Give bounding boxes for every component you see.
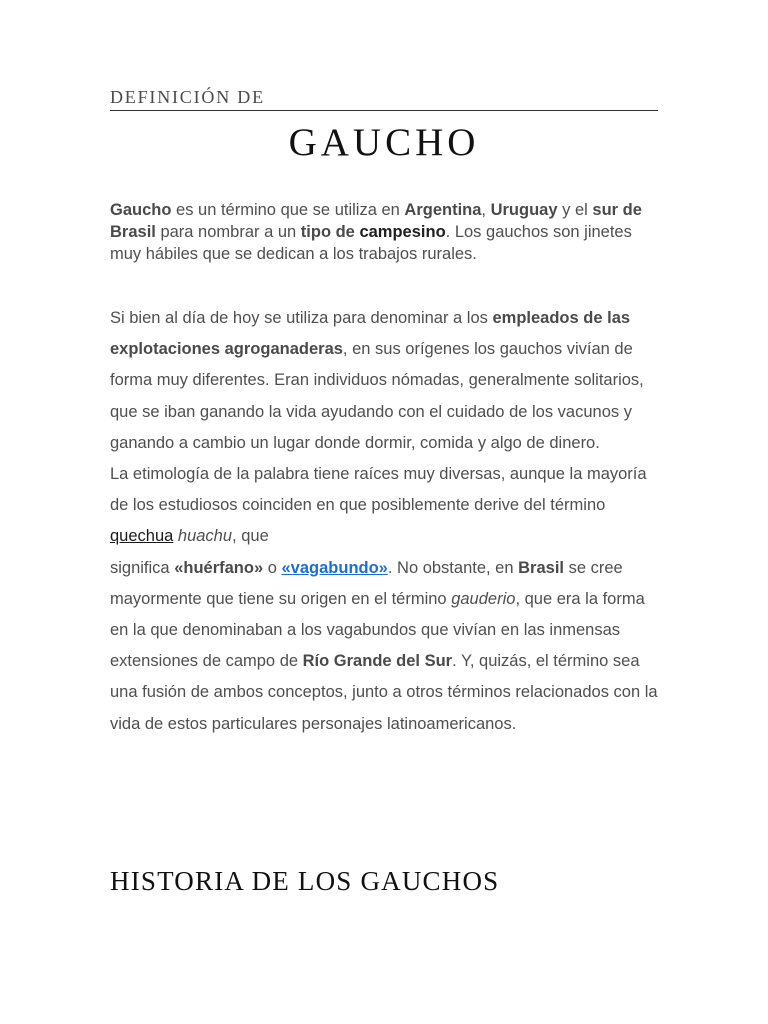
definition-kicker: DEFINICIÓN DE	[110, 87, 265, 107]
body-text: , en sus orígenes los gauchos vivían de forma muy diferentes. Eran individuos nómadas, generalmente solitarios, que se iban ganando la vida ayudando con el cuidado de los vacunos y ganando a cambio un lugar donde dormir, comida y algo de dinero.	[110, 340, 644, 452]
term-tipo-de: tipo de	[300, 223, 355, 241]
body-paragraph-part-3	[110, 553, 658, 740]
term-rio-grande-del-sur: Río Grande del Sur	[302, 652, 453, 671]
term-uruguay: Uruguay	[490, 201, 558, 219]
vagabundo-link[interactable]: «vagabundo»	[281, 558, 388, 577]
intro-paragraph	[110, 199, 658, 265]
body-text: . No obstante, en	[387, 558, 519, 577]
intro-text: para nombrar a un	[155, 223, 301, 241]
intro-text: . Los gauchos son jinetes muy hábiles que se dedican a los trabajos rurales.	[110, 223, 632, 263]
term-brasil: Brasil	[518, 558, 564, 577]
body-text: significa	[110, 558, 175, 577]
intro-text: es un término que se utiliza en	[171, 201, 405, 219]
body-paragraph-part-2	[110, 459, 658, 553]
term-huachu: huachu	[177, 527, 233, 546]
page-title: GAUCHO	[288, 121, 480, 164]
term-empleados: empleados de las explotaciones agroganaderas	[110, 309, 631, 359]
body-paragraph	[110, 303, 658, 740]
body-text: . Y, quizás, el término sea una fusión de ambos conceptos, junto a otros términos relacionados con la vida de estos particulares personajes latinoamericanos.	[110, 652, 658, 733]
quechua-link[interactable]: quechua	[110, 527, 174, 546]
term-argentina: Argentina	[404, 201, 482, 219]
body-text: , que era la forma en la que denominaban a los vagabundos que vivían en las inmensas extensiones de campo de	[110, 589, 645, 671]
section-heading: HISTORIA DE LOS GAUCHOS	[110, 866, 500, 896]
term-gaucho: Gaucho	[110, 201, 172, 219]
body-text: Si bien al día de hoy se utiliza para denominar a los	[110, 309, 493, 327]
body-text: o	[263, 558, 282, 577]
term-campesino: campesino	[359, 223, 446, 241]
header-divider	[110, 110, 658, 111]
term-gauderio: gauderio	[451, 589, 516, 608]
term-sur-de-brasil: sur de Brasil	[110, 201, 642, 241]
body-paragraph-part-1	[110, 303, 658, 459]
body-text: se cree mayormente que tiene su origen en el término	[110, 558, 623, 608]
intro-text: y el	[557, 201, 593, 219]
body-text: , que	[232, 527, 269, 546]
intro-text: ,	[481, 201, 491, 219]
term-huerfano: «huérfano»	[174, 558, 264, 577]
body-text: La etimología de la palabra tiene raíces muy diversas, aunque la mayoría de los estudiosos coinciden en que posiblemente derive del término	[110, 465, 647, 515]
